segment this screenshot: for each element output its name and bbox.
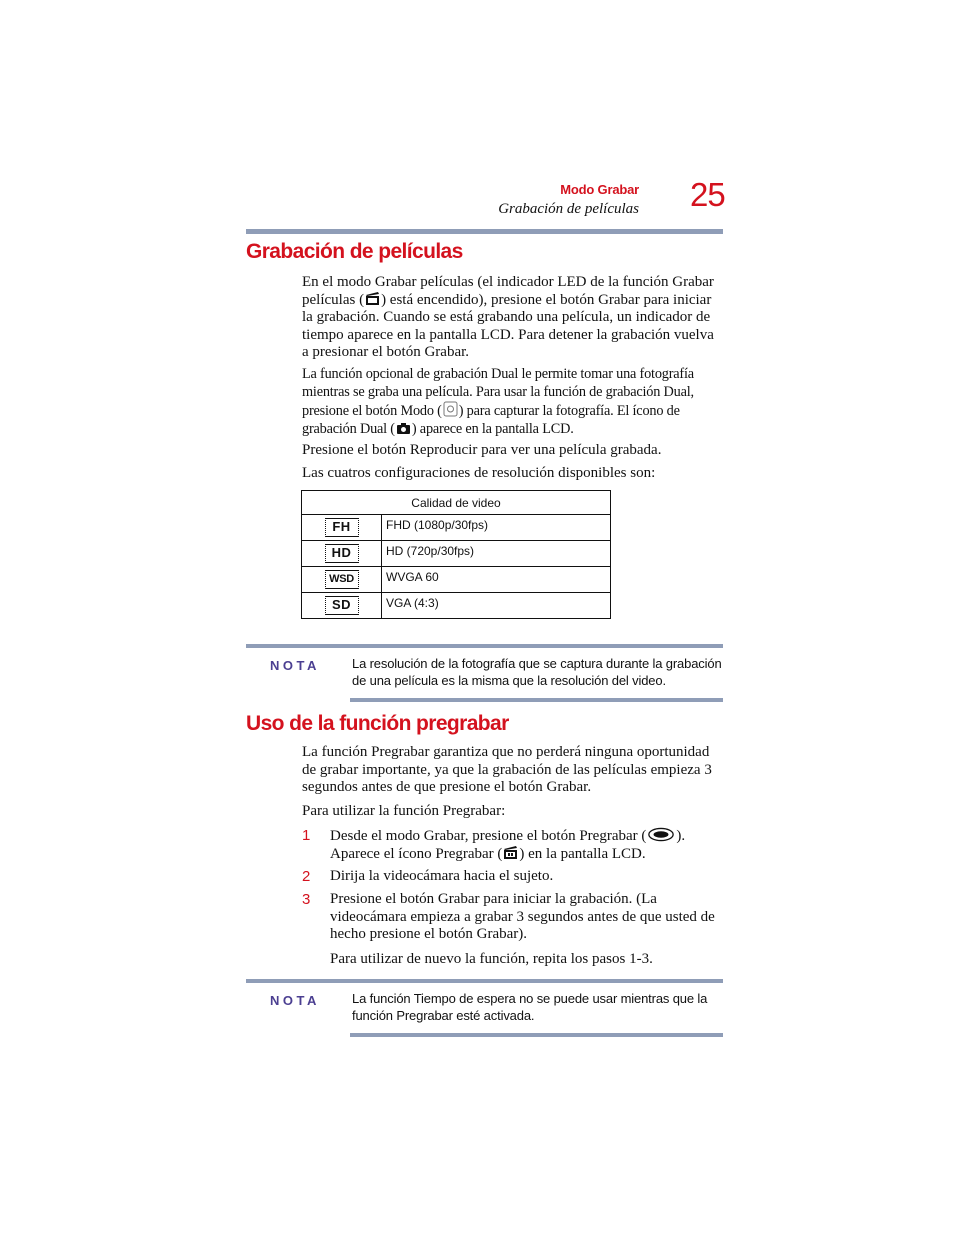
pre-record-icon bbox=[503, 846, 518, 860]
step-text: Desde el modo Grabar, presione el botón Pregrabar ( ). Aparece el ícono Pregrabar ( ) en la pantalla LCD. bbox=[330, 828, 686, 862]
table-cell-label: VGA (4:3) bbox=[382, 593, 611, 619]
table-row bbox=[302, 515, 611, 541]
running-header-section: Modo Grabar bbox=[560, 182, 639, 197]
note-text: La función Tiempo de espera no se puede usar mientras que la función Pregrabar esté activada. bbox=[352, 991, 708, 1023]
note-label: NOTA bbox=[270, 993, 320, 1008]
resolution-table bbox=[301, 490, 611, 619]
note-rule-top bbox=[246, 979, 723, 983]
table-header-row bbox=[302, 491, 611, 515]
movie-record-icon bbox=[365, 292, 380, 306]
note-rule-bottom bbox=[350, 1033, 723, 1037]
table-cell-label: HD (720p/30fps) bbox=[382, 541, 611, 567]
hd-icon: HD bbox=[325, 544, 359, 563]
table-cell-label: FHD (1080p/30fps) bbox=[382, 515, 611, 541]
table-cell-label: WVGA 60 bbox=[382, 567, 611, 593]
step-number: 3 bbox=[302, 891, 311, 908]
pre-record-button-icon bbox=[647, 827, 675, 842]
paragraph: La función opcional de grabación Dual le permite tomar una fotografía mientras se graba una película. Para usar la función de grabación Dual, presione el botón Modo ( ) para capturar la fotografía. El ícono de grabación Dual ( ) aparece en la pantalla LCD. bbox=[302, 366, 694, 437]
section-heading-grabacion: Grabación de películas bbox=[246, 240, 463, 263]
paragraph-reproducir: Presione el botón Reproducir para ver una película grabada. bbox=[302, 442, 662, 458]
note-rule-top bbox=[246, 644, 723, 648]
step-number: 1 bbox=[302, 827, 311, 844]
note-label: NOTA bbox=[270, 658, 320, 673]
running-header-subsection: Grabación de películas bbox=[498, 201, 639, 217]
paragraph-para-utilizar: Para utilizar la función Pregrabar: bbox=[302, 803, 506, 819]
section1-body-2 bbox=[302, 366, 726, 438]
sd-icon: SD bbox=[325, 596, 359, 615]
section-heading-pregrabar: Uso de la función pregrabar bbox=[246, 712, 509, 735]
header-rule bbox=[246, 229, 723, 234]
note-text: La resolución de la fotografía que se captura durante la grabación de una película es la misma que la resolución del video. bbox=[352, 656, 722, 688]
table-row bbox=[302, 567, 611, 593]
section1-body bbox=[302, 274, 726, 362]
fh-icon: FH bbox=[325, 518, 359, 537]
wsd-icon: WSD bbox=[325, 570, 359, 589]
paragraph-repetir: Para utilizar de nuevo la función, repita los pasos 1-3. bbox=[330, 951, 653, 967]
note-rule-bottom bbox=[350, 698, 723, 702]
step-number: 2 bbox=[302, 868, 311, 885]
paragraph-configuraciones: Las cuatros configuraciones de resolución disponibles son: bbox=[302, 465, 656, 481]
step-text: Dirija la videocámara hacia el sujeto. bbox=[330, 868, 554, 884]
table-row bbox=[302, 541, 611, 567]
dual-record-camera-icon bbox=[396, 421, 411, 435]
page-number: 25 bbox=[690, 176, 725, 213]
table-row bbox=[302, 593, 611, 619]
table-header: Calidad de video bbox=[302, 491, 611, 515]
paragraph: En el modo Grabar películas (el indicador LED de la función Grabar películas ( ) está encendido), presione el botón Grabar para iniciar la grabación. Cuando se está grabando una película, un indicador de tiempo aparece en la pantalla LCD. Para detener la grabación vuelva a presionar el botón Grabar. bbox=[302, 274, 714, 360]
paragraph-pregrabar-intro: La función Pregrabar garantiza que no perderá ninguna oportunidad de grabar importante, ya que la grabación de las películas empieza 3 segundos antes de que presione el botón Grabar. bbox=[302, 744, 712, 795]
step-text: Presione el botón Grabar para iniciar la grabación. (La videocámara empieza a grabar 3 segundos antes de que usted de hecho presione el botón Grabar). bbox=[330, 891, 715, 942]
mode-button-icon bbox=[443, 401, 458, 417]
